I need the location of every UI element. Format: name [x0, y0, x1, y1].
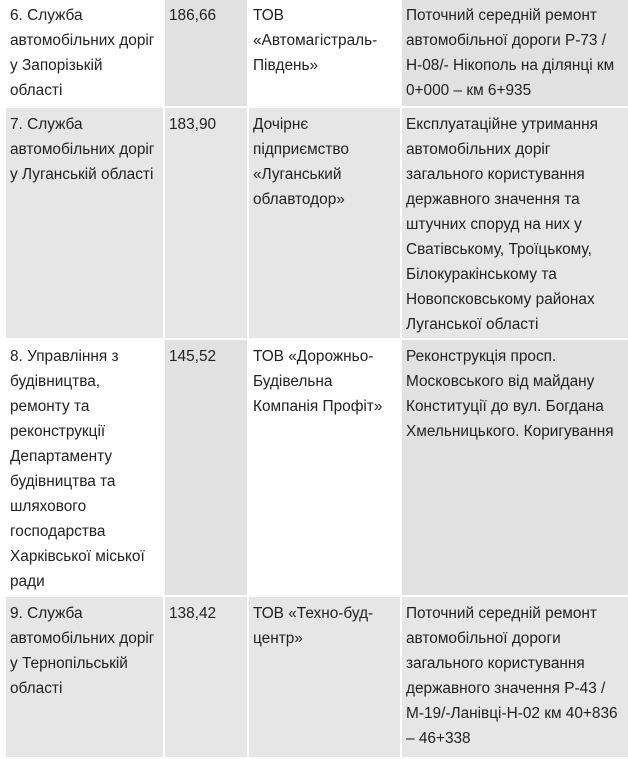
contractor-cell: ТОВ «Автомагістраль-Південь»: [249, 0, 400, 106]
organization-cell: 8. Управління з будівництва, ремонту та реконструкції Департаменту будівництва та шляхового господарства Харківської міської ради: [6, 340, 163, 595]
table-row: [6, 340, 628, 595]
amount-cell: 138,42: [165, 597, 247, 757]
table-row: [6, 108, 628, 338]
amount-cell: 186,66: [165, 0, 247, 106]
contractor-cell: Дочірнє підприємство «Луганський облавтодор»: [249, 108, 400, 338]
contractor-cell: ТОВ «Техно-буд-центр»: [249, 597, 400, 757]
organization-cell: 6. Служба автомобільних доріг у Запорізькій області: [6, 0, 163, 106]
description-cell: Експлуатаційне утримання автомобільних доріг загального користування державного значення та штучних споруд на них у Сватівському, Троїцькому, Білокуракінському та Новопсковському районах Луганської області: [402, 108, 628, 338]
amount-cell: 183,90: [165, 108, 247, 338]
amount-cell: 145,52: [165, 340, 247, 595]
description-cell: Поточний середній ремонт автомобільної дороги Р-73 / Н-08/- Нікополь на ділянці км 0+000 – км 6+935: [402, 0, 628, 106]
organization-cell: 9. Служба автомобільних доріг у Тернопільській області: [6, 597, 163, 757]
contractor-cell: ТОВ «Дорожньо-Будівельна Компанія Профіт»: [249, 340, 400, 595]
tenders-table: [4, 0, 628, 759]
table-row: [6, 597, 628, 757]
table-row: [6, 0, 628, 106]
organization-cell: 7. Служба автомобільних доріг у Луганській області: [6, 108, 163, 338]
description-cell: Поточний середній ремонт автомобільної дороги загального користування державного значення Р-43 / М-19/-Ланівці-Н-02 км 40+836 – 46+338: [402, 597, 628, 757]
description-cell: Реконструкція просп. Московського від майдану Конституції до вул. Богдана Хмельницького. Коригування: [402, 340, 628, 595]
